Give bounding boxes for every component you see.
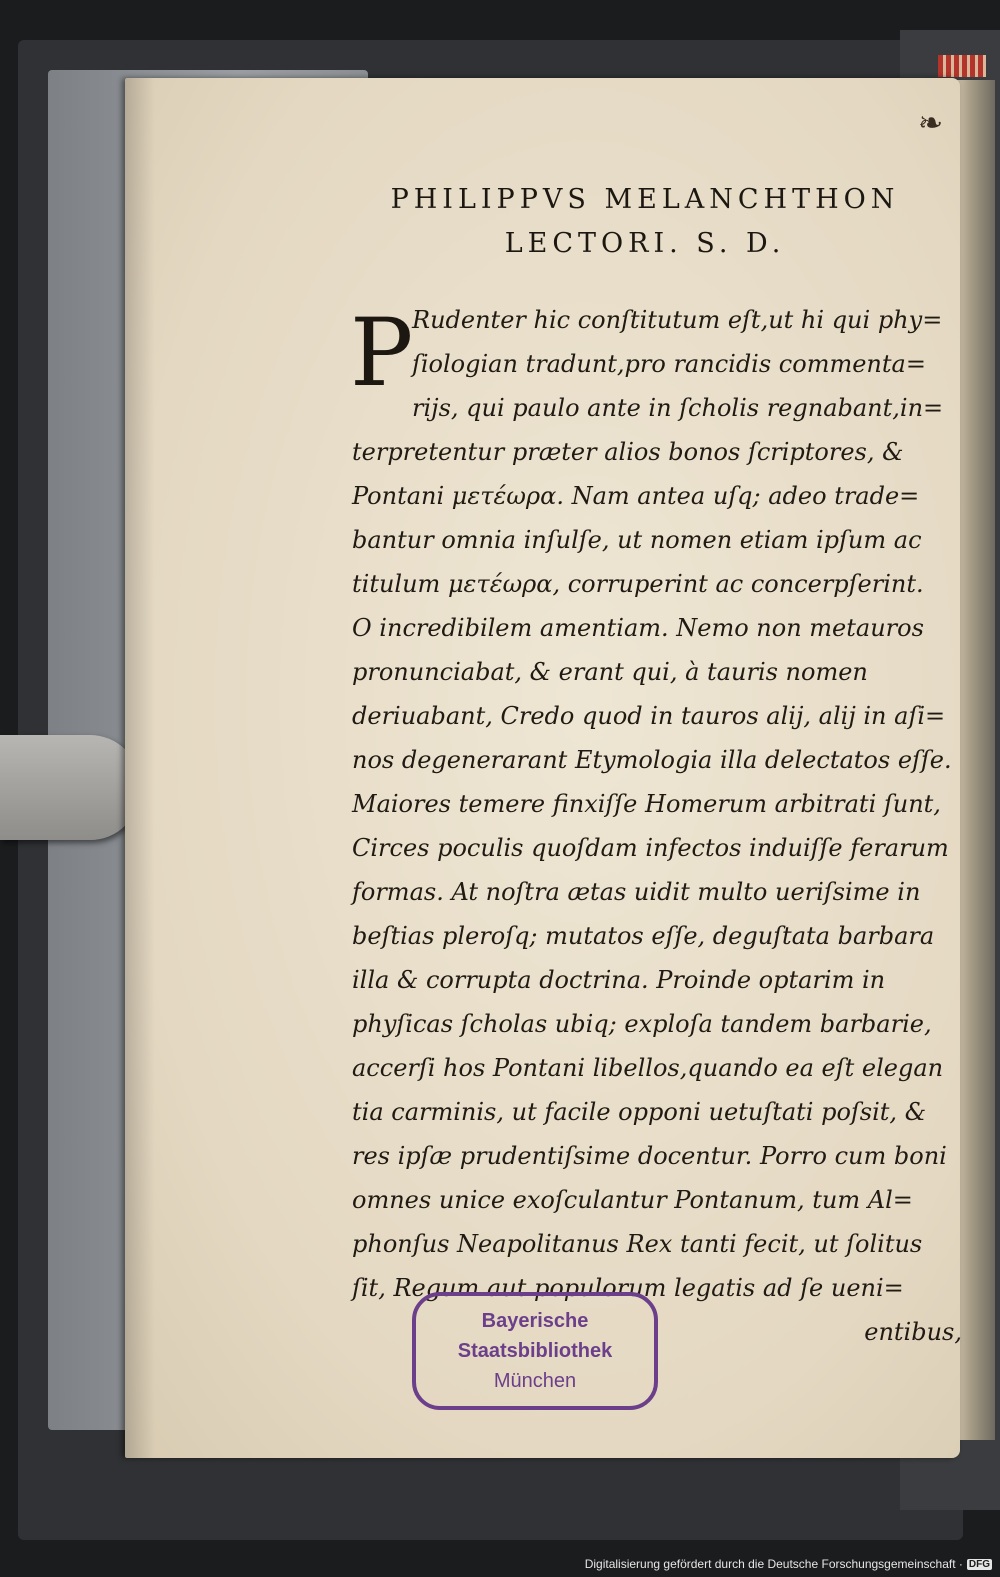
text-line: Pontani μετέωρα. Nam antea uſq; adeo trade= <box>352 482 920 510</box>
text-line: phonſus Neapolitanus Rex tanti fecit, ut ſolitus <box>352 1230 923 1258</box>
torn-corner-icon: ❧ <box>918 106 944 141</box>
text-line: tia carminis, ut facile opponi uetuſtati poſsit, & <box>352 1098 927 1126</box>
catchword: entibus, <box>864 1318 962 1346</box>
stamp-line-1: Bayerische <box>481 1310 589 1332</box>
footer-text: Digitalisierung gefördert durch die Deutsche Forschungsgemeinschaft · <box>584 1557 963 1571</box>
book-clamp-icon <box>0 735 140 840</box>
body-text <box>352 298 962 1354</box>
text-line: illa & corrupta doctrina. Proinde optarim in <box>352 966 886 994</box>
text-line: deriuabant, Credo quod in tauros alij, alij in aſi= <box>352 702 946 730</box>
text-line: Rudenter hic conſtitutum eſt,ut hi qui phy= <box>412 306 943 334</box>
text-line: formas. At noſtra ætas uidit multo ueriſsime in <box>352 878 921 906</box>
text-line: accerſi hos Pontani libellos,quando ea eſt elegan <box>352 1054 944 1082</box>
text-line: ſit, Regum aut populorum legatis ad ſe ueni= <box>352 1274 904 1302</box>
text-line: rijs, qui paulo ante in ſcholis regnabant,in= <box>412 394 944 422</box>
text-line: nos degenerarant Etymologia illa delectatos eſſe. <box>352 746 952 774</box>
text-line: titulum μετέωρα, corruperint ac concerpſerint. <box>352 570 924 598</box>
text-line: beſtias pleroſq; mutatos eſſe, deguſtata barbara <box>352 922 935 950</box>
page-gutter-shadow <box>125 78 155 1458</box>
text-line: pronunciabat, & erant qui, à tauris nomen <box>352 658 868 686</box>
text-line: phyſicas ſcholas ubiq; exploſa tandem barbarie, <box>352 1010 932 1038</box>
text-line: bantur omnia inſulſe, ut nomen etiam ipſum ac <box>352 526 922 554</box>
library-stamp <box>412 1292 658 1410</box>
text-line: Circes poculis quoſdam infectos induiſſe ferarum <box>352 834 949 862</box>
text-line: terpretentur præter alios bonos ſcriptores, & <box>352 438 904 466</box>
red-bookmark-ribbon <box>938 55 986 77</box>
text-line: Maiores temere finxiſſe Homerum arbitrati ſunt, <box>352 790 941 818</box>
text-line: res ipſæ prudentiſsime docentur. Porro cum boni <box>352 1142 947 1170</box>
text-line: O incredibilem amentiam. Nemo non metauros <box>352 614 924 642</box>
digitization-footer <box>585 1555 992 1573</box>
heading-line-1: PHILIPPVS MELANCHTHON <box>390 184 900 215</box>
stamp-line-3: München <box>493 1370 577 1392</box>
drop-capital: P <box>350 299 414 408</box>
text-line: omnes unice exoſculantur Pontanum, tum Al= <box>352 1186 913 1214</box>
dfg-logo-icon: DFG <box>968 1558 990 1570</box>
page-heading <box>355 178 935 266</box>
stamp-line-2: Staatsbibliothek <box>457 1340 613 1362</box>
heading-line-2: LECTORI. S. D. <box>504 228 786 259</box>
text-line: ſiologian tradunt,pro rancidis commenta= <box>412 350 926 378</box>
